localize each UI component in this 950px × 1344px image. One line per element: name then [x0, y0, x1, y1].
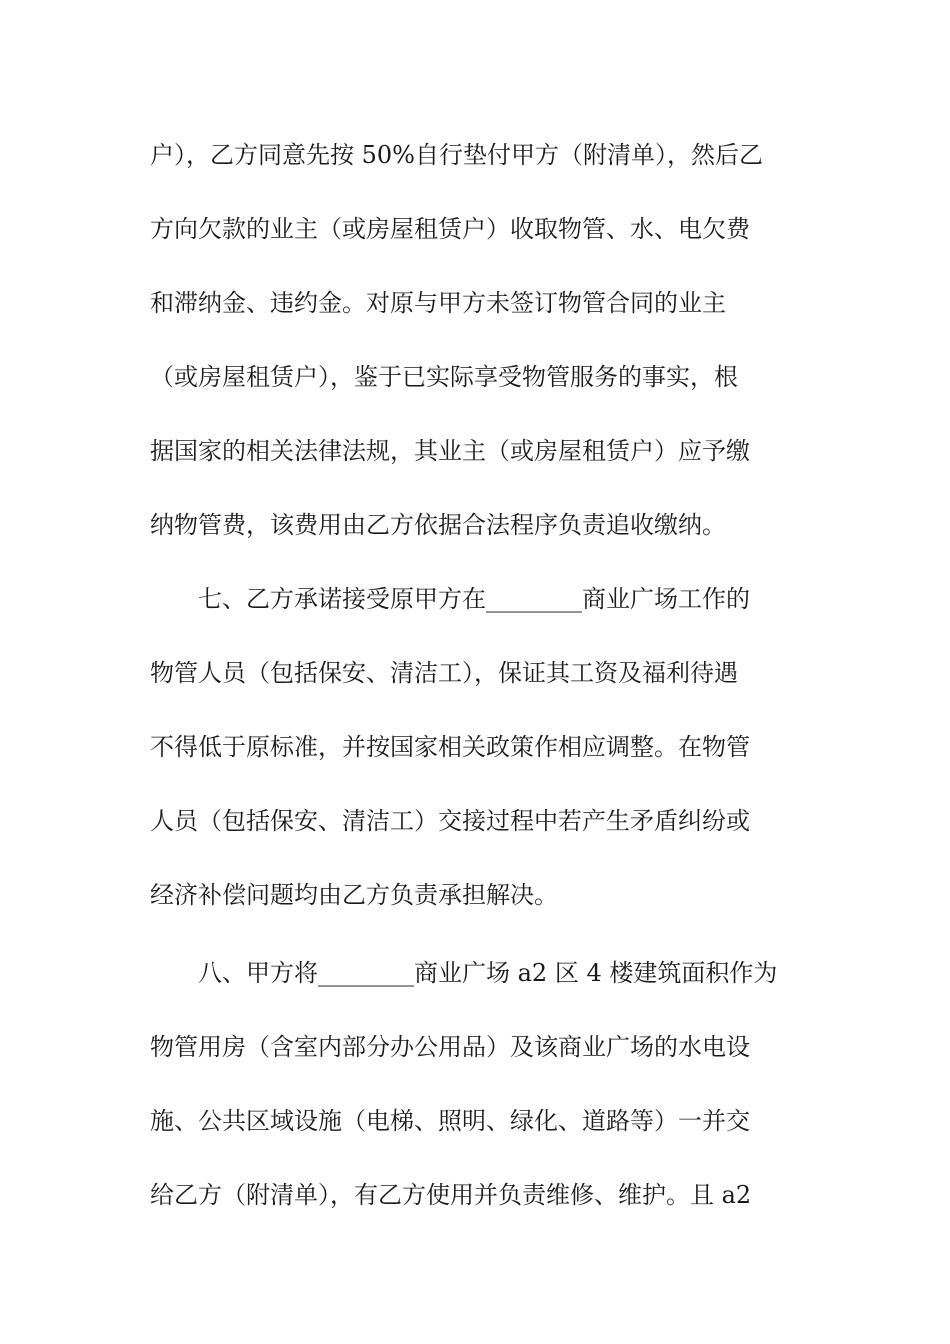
text-line-5: 据国家的相关法律法规，其业主（或房屋租赁户）应予缴: [150, 437, 750, 465]
text-line-14: 施、公共区域设施（电梯、照明、绿化、道路等）一并交: [150, 1107, 750, 1135]
text-line-10: 人员（包括保安、清洁工）交接过程中若产生矛盾纠纷或: [150, 807, 750, 835]
text-line-9: 不得低于原标准，并按国家相关政策作相应调整。在物管: [150, 733, 750, 761]
text-line-15: 给乙方（附清单），有乙方使用并负责维修、维护。且 a2: [150, 1181, 752, 1209]
text-line-11: 经济补偿问题均由乙方负责承担解决。: [150, 881, 558, 909]
clause-7-heading-line: 七、乙方承诺接受原甲方在________商业广场工作的: [198, 585, 750, 613]
text-line-2: 方向欠款的业主（或房屋租赁户）收取物管、水、电欠费: [150, 215, 750, 243]
text-line-1: 户），乙方同意先按 50%自行垫付甲方（附清单），然后乙: [150, 141, 763, 169]
text-line-3: 和滞纳金、违约金。对原与甲方未签订物管合同的业主: [150, 289, 726, 317]
text-line-8: 物管人员（包括保安、清洁工），保证其工资及福利待遇: [150, 659, 738, 687]
text-line-4: （或房屋租赁户），鉴于已实际享受物管服务的事实，根: [150, 363, 738, 391]
text-line-6: 纳物管费，该费用由乙方依据合法程序负责追收缴纳。: [150, 511, 726, 539]
clause-8-heading-line: 八、甲方将________商业广场 a2 区 4 楼建筑面积作为: [198, 959, 778, 987]
text-line-13: 物管用房（含室内部分办公用品）及该商业广场的水电设: [150, 1033, 750, 1061]
